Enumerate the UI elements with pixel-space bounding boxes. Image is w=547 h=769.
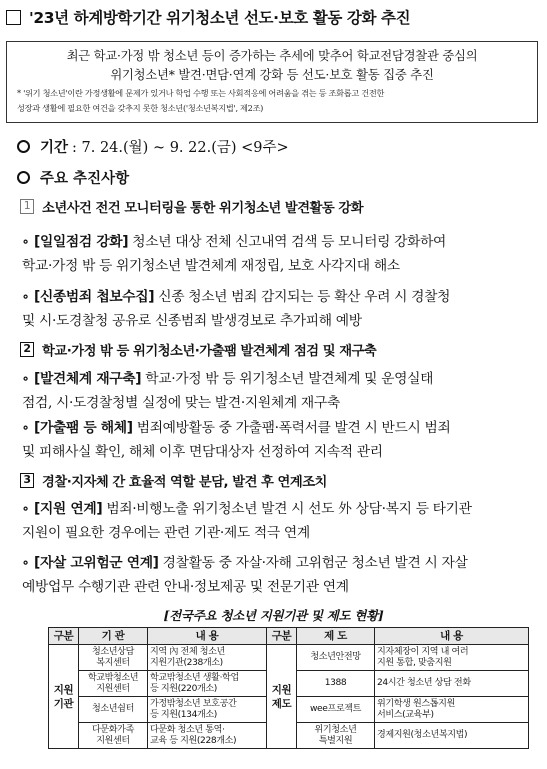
org-cell: 학교밖청소년 지원센터 (79, 671, 148, 697)
section-2-item-1 (22, 367, 540, 415)
item-text-line-2: 예방업무 수행기관 관련 안내·정보제공 및 전문기관 연계 (22, 579, 349, 595)
ring-bullet-icon (17, 140, 30, 153)
document-title: '23년 하계방학기간 위기청소년 선도·보호 활동 강화 추진 (29, 9, 411, 27)
item-keyword: [일일점검 강화] (34, 234, 129, 250)
sys-cell: 위기청소년 특별지원 (297, 723, 375, 749)
item-keyword: [발견체계 재구축] (34, 371, 142, 387)
group-cell-systems: 지원 제도 (267, 645, 297, 749)
document-title-row (6, 6, 410, 28)
org-desc-cell: 지역 內 전체 청소년 지원기관(238개소) (148, 645, 267, 671)
sys-cell: wee프로젝트 (297, 697, 375, 723)
header-cell: 기 관 (79, 628, 148, 645)
section-3-item-1 (22, 497, 540, 545)
circle-bullet-icon: ∘ (22, 234, 29, 250)
section-number-box: 3 (20, 473, 34, 488)
item-text-line-1: 청소년 대상 전체 신고내역 검색 등 모니터링 강화하여 (128, 234, 447, 250)
section-3-item-2 (22, 551, 540, 599)
section-3-heading (20, 471, 327, 490)
table-row (49, 645, 529, 671)
item-keyword: [지원 연계] (34, 501, 103, 517)
org-desc-cell: 학교밖청소년 생활·학업 등 지원(220개소) (148, 671, 267, 697)
item-text-line-2: 학교·가정 밖 등 위기청소년 발견체계 재정립, 보호 사각지대 해소 (22, 258, 400, 274)
header-cell: 내 용 (375, 628, 529, 645)
circle-bullet-icon: ∘ (22, 420, 29, 436)
sys-desc-cell: 경제지원(청소년복지법) (375, 723, 529, 749)
item-text-line-2: 지원이 필요한 경우에는 관련 기관·제도 적극 연계 (22, 525, 310, 541)
section-heading-text: 소년사건 전건 모니터링을 통한 위기청소년 발견활동 강화 (42, 201, 364, 216)
footnote-line-2: 성장과 생활에 필요한 여건을 갖추지 못한 청소년('청소년복지법', 제2조) (17, 102, 264, 113)
item-text-line-1: 범죄·비행노출 위기청소년 발견 시 선도 外 상담·복지 등 타기관 (102, 501, 472, 517)
table-header-row (49, 628, 529, 645)
main-tasks-label: 주요 추진사항 (40, 171, 130, 187)
period-value: : 7. 24.(월) ~ 9. 22.(금) <9주> (72, 140, 289, 156)
sys-desc-cell: 24시간 청소년 상담 전화 (375, 671, 529, 697)
sys-cell: 청소년안전망 (297, 645, 375, 671)
footnote-line-1: * '위기 청소년'이란 가정생활에 문제가 있거나 학업 수행 또는 사회적응에 어려움을 겪는 등 조화롭고 건전한 (17, 88, 385, 98)
summary-line-2: 위기청소년* 발견·면담·연계 강화 등 선도·보호 활동 집중 추진 (110, 68, 434, 82)
circle-bullet-icon: ∘ (22, 371, 29, 387)
item-text-line-1: 경찰활동 중 자살·자해 고위험군 청소년 발견 시 자살 (158, 555, 468, 571)
org-cell: 청소년쉼터 (79, 697, 148, 723)
section-heading-text: 학교·가정 밖 등 위기청소년·가출팸 발견체계 점검 및 재구축 (42, 344, 377, 359)
section-number-box: 1 (20, 199, 34, 214)
sys-desc-cell: 위기학생 원스톱지원 서비스(교육부) (375, 697, 529, 723)
square-bullet-icon (6, 10, 21, 25)
header-cell: 내 용 (148, 628, 267, 645)
section-heading-text: 경찰·지자체 간 효율적 역할 분담, 발견 후 연계조치 (42, 475, 327, 490)
item-text-line-1: 학교·가정 밖 등 위기청소년 발견체계 및 운영실태 (141, 371, 434, 387)
circle-bullet-icon: ∘ (22, 501, 29, 517)
item-keyword: [가출팸 등 해체] (34, 420, 133, 436)
sys-cell: 1388 (297, 671, 375, 697)
header-cell: 제 도 (297, 628, 375, 645)
circle-bullet-icon: ∘ (22, 289, 29, 305)
table-caption: [전국주요 청소년 지원기관 및 제도 현황] (163, 608, 384, 623)
item-keyword: [신종범죄 첩보수집] (34, 289, 155, 305)
item-text-line-2: 및 피해사실 확인, 해체 이후 면담대상자 선정하여 지속적 관리 (22, 444, 383, 460)
org-cell: 청소년상담 복지센터 (79, 645, 148, 671)
section-1-item-1 (22, 230, 540, 278)
section-2-heading (20, 340, 376, 359)
group-cell-agencies: 지원 기관 (49, 645, 79, 749)
item-keyword: [자살 고위험군 연계] (34, 555, 159, 571)
summary-line-1: 최근 학교·가정 밖 청소년 등이 증가하는 추세에 맞추어 학교전담경찰관 중심의 (66, 49, 478, 63)
org-desc-cell: 가정밖청소년 보호공간 등 지원(134개소) (148, 697, 267, 723)
item-text-line-2: 및 시·도경찰청 공유로 신종범죄 발생경보로 추가피해 예방 (22, 313, 362, 329)
org-cell: 다문화가족 지원센터 (79, 723, 148, 749)
item-text-line-1: 범죄예방활동 중 가출팸·폭력서클 발견 시 반드시 범죄 (132, 420, 451, 436)
section-2-item-2 (22, 416, 540, 464)
circle-bullet-icon: ∘ (22, 555, 29, 571)
item-text-line-1: 신종 청소년 범죄 감지되는 등 확산 우려 시 경찰청 (154, 289, 451, 305)
period-label: 기간 (40, 140, 69, 156)
support-table (48, 627, 529, 749)
header-cell: 구분 (49, 628, 79, 645)
section-number-box: 2 (20, 342, 34, 357)
main-tasks-row (17, 167, 129, 188)
item-text-line-2: 점검, 시·도경찰청별 실정에 맞는 발견·지원체계 재구축 (22, 395, 340, 411)
header-cell: 구분 (267, 628, 297, 645)
org-desc-cell: 다문화 청소년 통역· 교육 등 지원(228개소) (148, 723, 267, 749)
section-1-heading (20, 197, 363, 216)
ring-bullet-icon (17, 171, 30, 184)
section-1-item-2 (22, 285, 540, 333)
summary-box (6, 41, 538, 123)
sys-desc-cell: 지자체장이 지역 내 여러 지원 통합, 맞춤지원 (375, 645, 529, 671)
period-row (17, 136, 289, 157)
